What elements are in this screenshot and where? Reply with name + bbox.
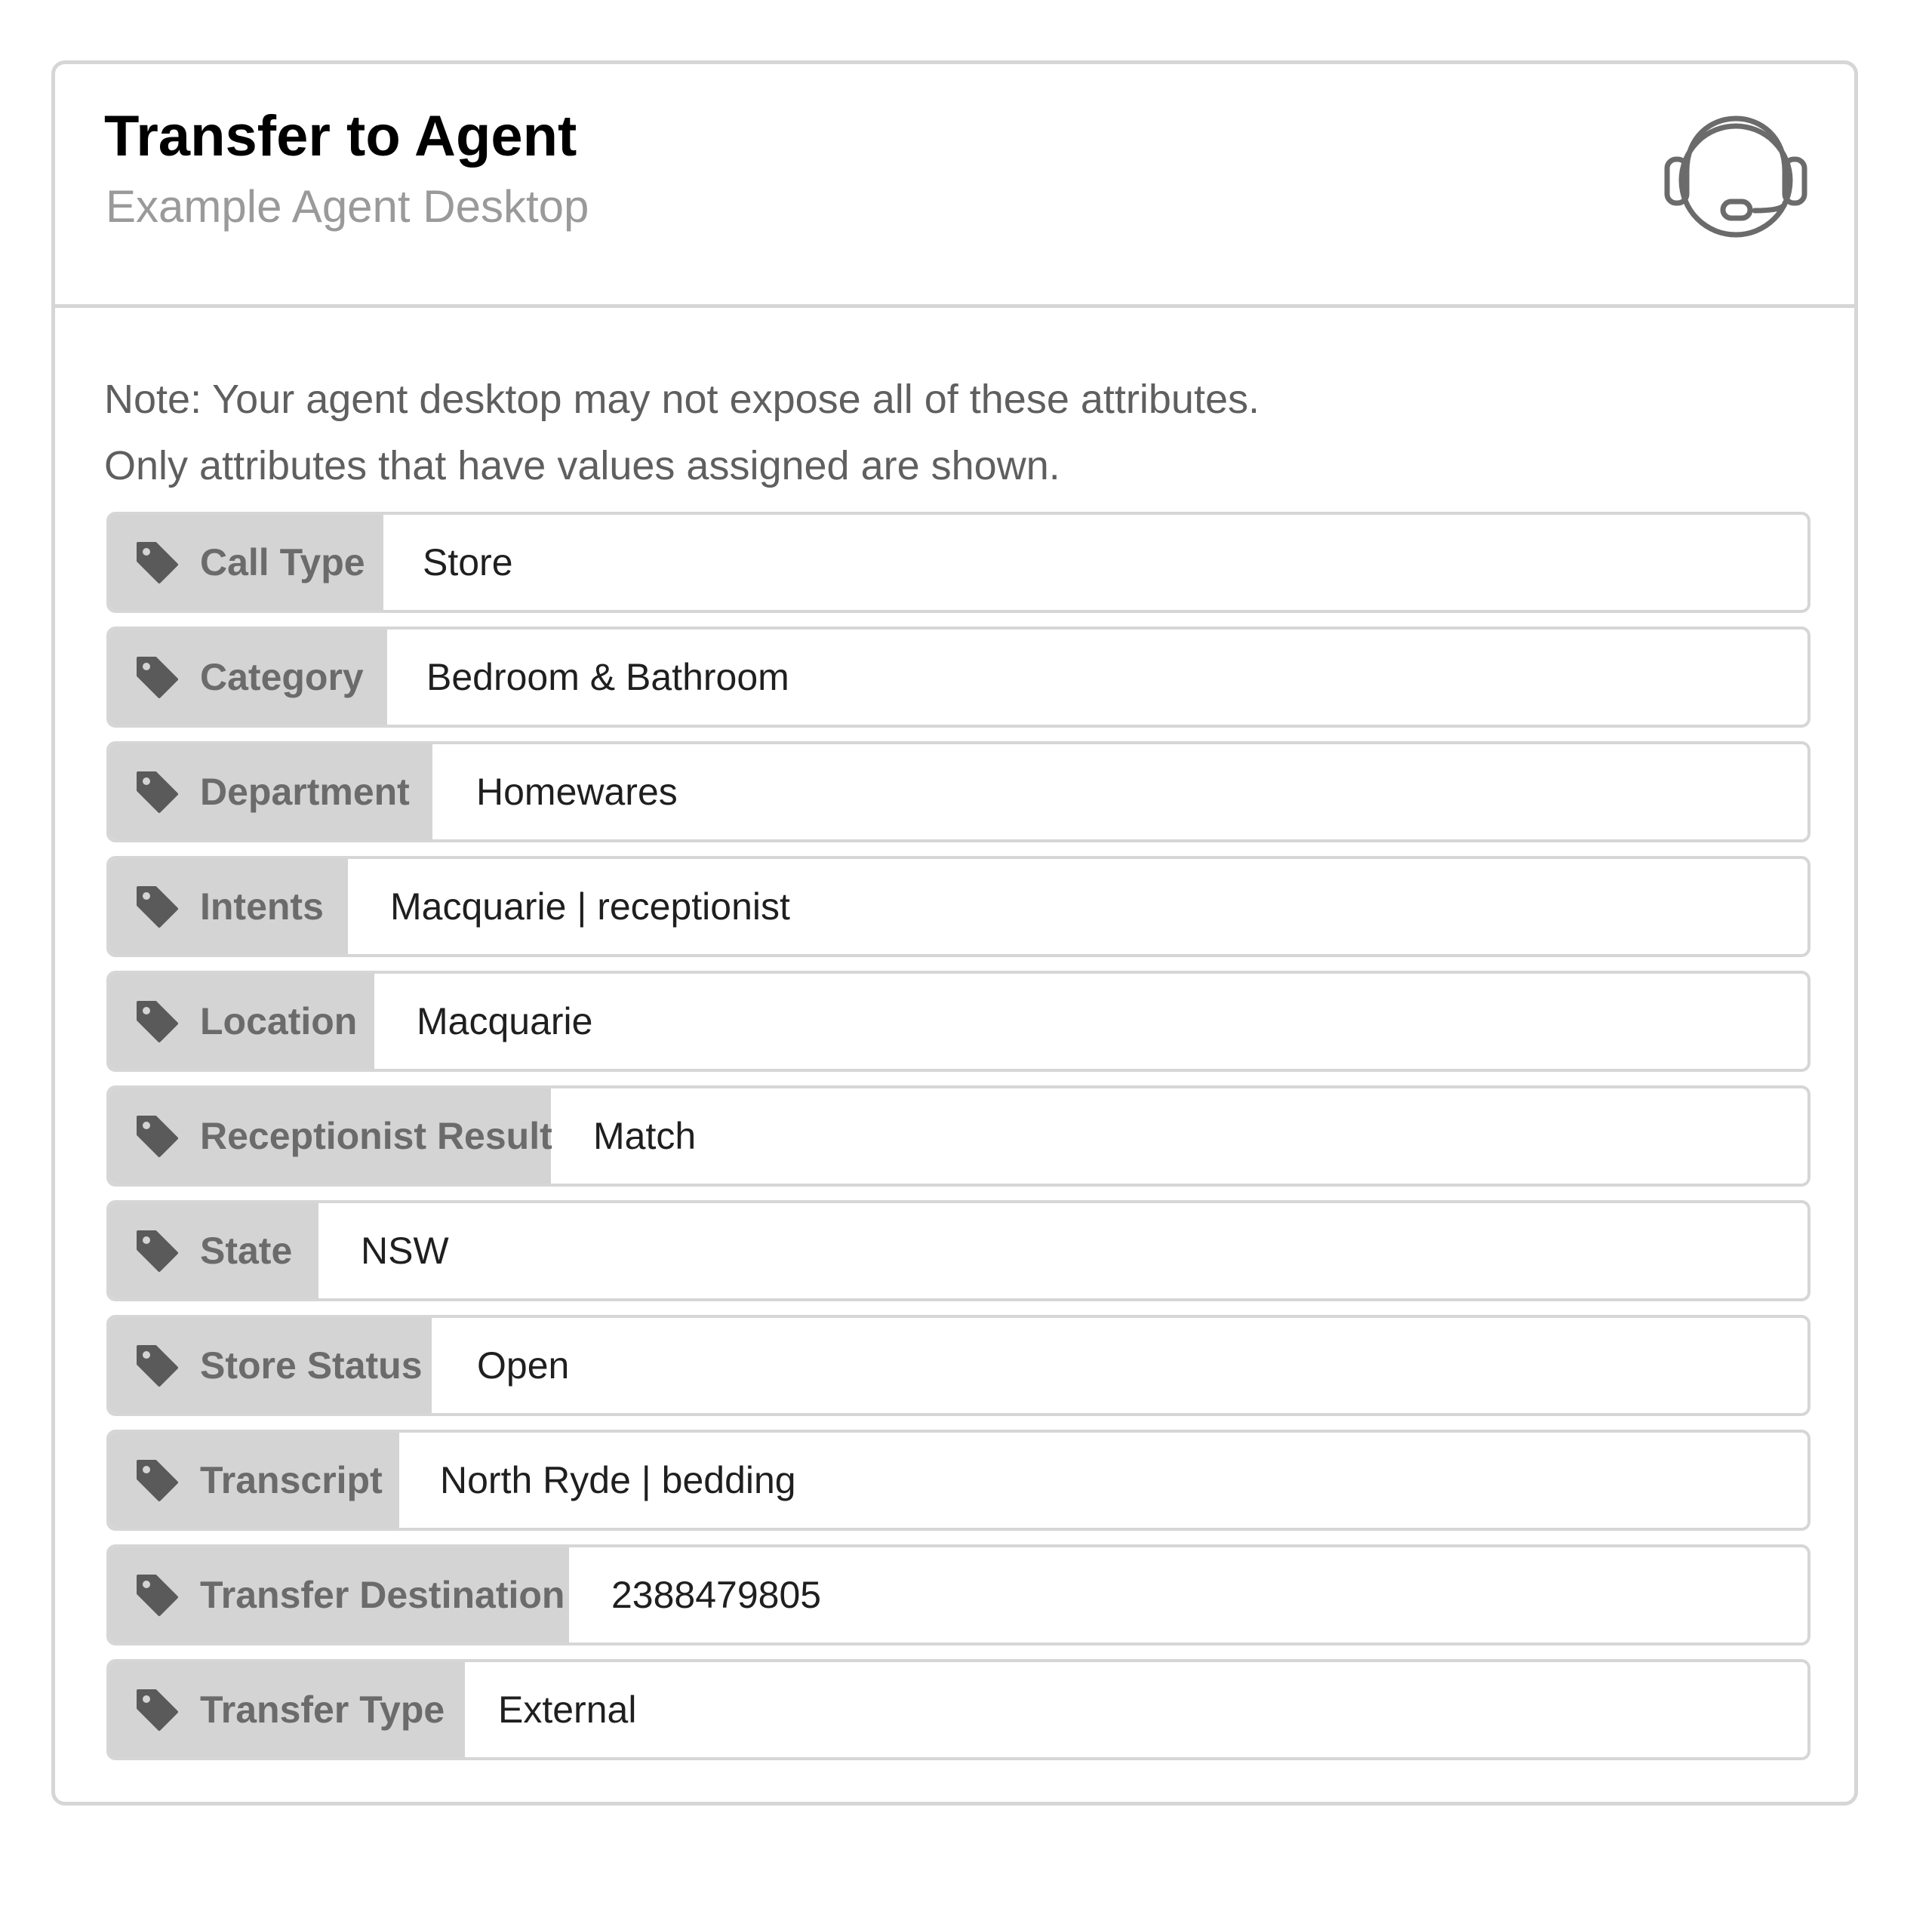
attribute-value: 2388479805	[611, 1574, 822, 1616]
attribute-value: NSW	[361, 1230, 449, 1272]
tag-icon	[135, 1344, 179, 1387]
note-text	[104, 366, 1260, 499]
attribute-row	[106, 741, 1810, 842]
page-subtitle: Example Agent Desktop	[106, 181, 589, 232]
attribute-value: External	[498, 1689, 637, 1731]
attribute-label: Department	[200, 771, 410, 813]
attribute-label: Call Type	[200, 541, 365, 583]
attribute-label-cell	[109, 1318, 432, 1413]
attribute-value: Macquarie	[417, 1000, 593, 1042]
attribute-label: Store Status	[200, 1344, 423, 1387]
attribute-label-cell	[109, 744, 432, 839]
attribute-row	[106, 1659, 1810, 1760]
note-line-2: Only attributes that have values assigned are shown.	[104, 443, 1060, 488]
attribute-label: Category	[200, 656, 364, 698]
attribute-list	[106, 512, 1810, 1774]
attribute-row	[106, 1315, 1810, 1416]
attribute-row	[106, 627, 1810, 728]
attribute-label-cell	[109, 974, 374, 1069]
attribute-value: Match	[593, 1115, 697, 1157]
tag-icon	[135, 1458, 179, 1502]
attribute-row	[106, 1544, 1810, 1646]
attribute-label: State	[200, 1230, 293, 1272]
attribute-label-cell	[109, 1433, 399, 1528]
tag-icon	[135, 770, 179, 814]
attribute-label: Transcript	[200, 1459, 383, 1501]
attribute-label: Intents	[200, 885, 324, 928]
attribute-label: Transfer Type	[200, 1689, 445, 1731]
attribute-value: Store	[423, 541, 513, 583]
attribute-value: Macquarie | receptionist	[390, 885, 790, 928]
attribute-value: North Ryde | bedding	[440, 1459, 796, 1501]
attribute-row	[106, 856, 1810, 957]
tag-icon	[135, 1573, 179, 1617]
attribute-value: Bedroom & Bathroom	[426, 656, 789, 698]
attribute-label-cell	[109, 1547, 569, 1642]
attribute-label: Receptionist Result	[200, 1115, 552, 1157]
headset-icon	[1664, 112, 1807, 241]
transfer-card	[51, 60, 1858, 1806]
attribute-row	[106, 1430, 1810, 1531]
attribute-value: Homewares	[476, 771, 678, 813]
attribute-label-cell	[109, 859, 348, 954]
attribute-row	[106, 971, 1810, 1072]
attribute-label-cell	[109, 1203, 318, 1298]
attribute-row	[106, 512, 1810, 613]
attribute-label-cell	[109, 1662, 465, 1757]
tag-icon	[135, 1114, 179, 1158]
tag-icon	[135, 540, 179, 584]
attribute-label-cell	[109, 1088, 551, 1184]
page-title: Transfer to Agent	[104, 104, 577, 168]
attribute-label-cell	[109, 515, 383, 610]
attribute-label: Transfer Destination	[200, 1574, 565, 1616]
attribute-row	[106, 1200, 1810, 1301]
card-header	[55, 64, 1854, 308]
note-line-1: Note: Your agent desktop may not expose all of these attributes.	[104, 377, 1260, 422]
tag-icon	[135, 1688, 179, 1732]
tag-icon	[135, 1229, 179, 1273]
tag-icon	[135, 999, 179, 1043]
attribute-label-cell	[109, 630, 387, 725]
attribute-row	[106, 1085, 1810, 1187]
tag-icon	[135, 655, 179, 699]
attribute-label: Location	[200, 1000, 358, 1042]
tag-icon	[135, 885, 179, 928]
attribute-value: Open	[477, 1344, 570, 1387]
